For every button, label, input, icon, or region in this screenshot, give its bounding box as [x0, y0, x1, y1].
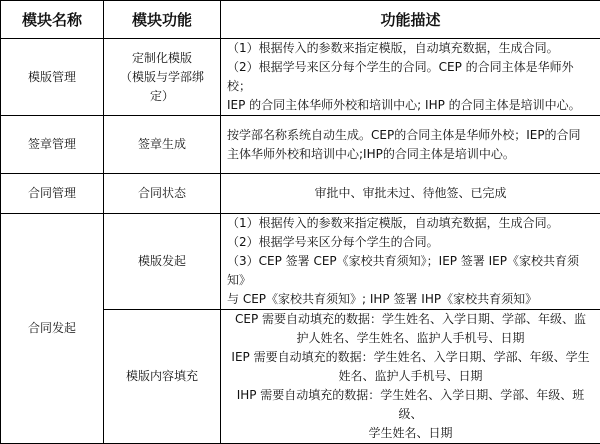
desc-seal-line-2: 主体华师外校和培训中心;IHP的合同主体是培训中心。 [227, 145, 594, 164]
row-contract-management [1, 174, 600, 214]
function-template [104, 39, 221, 116]
desc-launch-fill-line-4: 姓名、监护人手机号、日期 [227, 367, 594, 386]
desc-launch-template-line-4: 与 CEP《家校共育须知》; IHP 签署 IHP《家校共育须知》 [227, 290, 594, 309]
desc-launch-fill-line-5: IHP 需要自动填充的数据：学生姓名、入学日期、学部、年级、班级、 [227, 386, 594, 424]
desc-launch-template-line-3: （3）CEP 签署 CEP《家校共育须知》；IEP 签署 IEP《家校共育须知》 [227, 252, 594, 290]
module-seal: 签章管理 [1, 116, 104, 174]
desc-seal-line-1: 按学部名称系统自动生成。CEP的合同主体是华师外校；IEP的合同 [227, 126, 594, 145]
module-template: 模版管理 [1, 39, 104, 116]
desc-contract: 审批中、审批未过、待他签、已完成 [221, 174, 600, 214]
function-launch-fill: 模版内容填充 [104, 310, 221, 444]
header-module-function: 模块功能 [104, 1, 221, 39]
row-seal-management [1, 116, 600, 174]
function-template-line-2: （模版与学部绑 [110, 68, 214, 87]
desc-seal [221, 116, 600, 174]
desc-launch-template-line-2: （2）根据学号来区分每个学生的合同。 [227, 233, 594, 252]
desc-template-line-3: IEP 的合同主体华师外校和培训中心; IHP 的合同主体是培训中心。 [227, 96, 594, 115]
desc-launch-template-line-1: （1）根据传入的参数来指定模版，自动填充数据，生成合同。 [227, 214, 594, 233]
desc-launch-fill-line-3: IEP 需要自动填充的数据：学生姓名、入学日期、学部、年级、学生 [227, 348, 594, 367]
row-template-management [1, 39, 600, 116]
desc-launch-template [221, 214, 600, 310]
function-launch-template: 模版发起 [104, 214, 221, 310]
function-template-line-3: 定） [110, 87, 214, 106]
header-module-name: 模块名称 [1, 1, 104, 39]
desc-launch-fill-line-1: CEP 需要自动填充的数据：学生姓名、入学日期、学部、年级、监 [227, 310, 594, 329]
desc-launch-fill-line-6: 学生姓名、日期 [227, 424, 594, 443]
module-contract: 合同管理 [1, 174, 104, 214]
function-seal: 签章生成 [104, 116, 221, 174]
function-contract: 合同状态 [104, 174, 221, 214]
header-function-desc: 功能描述 [221, 1, 600, 39]
function-template-line-1: 定制化模版 [110, 49, 214, 68]
module-launch: 合同发起 [1, 214, 104, 444]
desc-launch-fill [221, 310, 600, 444]
desc-template [221, 39, 600, 116]
desc-template-line-1: （1）根据传入的参数来指定模版，自动填充数据，生成合同。 [227, 39, 594, 58]
desc-launch-fill-line-2: 护人姓名、学生姓名、监护人手机号、日期 [227, 329, 594, 348]
row-launch-template [1, 214, 600, 310]
header-row [1, 1, 600, 39]
desc-template-line-2: （2）根据学号来区分每个学生的合同。CEP 的合同主体是华师外校； [227, 58, 594, 96]
